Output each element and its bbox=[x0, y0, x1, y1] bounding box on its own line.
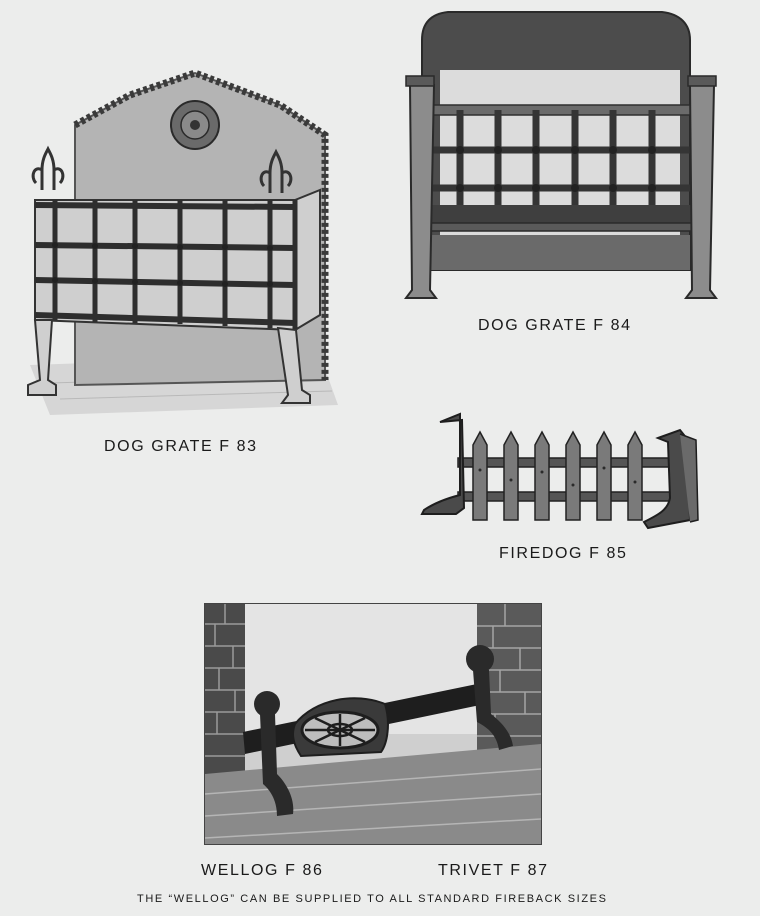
dog-grate-f83-caption: DOG GRATE F 83 bbox=[104, 438, 258, 455]
dog-grate-f84-illustration bbox=[400, 10, 725, 305]
trivet-f87-caption: TRIVET F 87 bbox=[438, 862, 549, 879]
wellog-footnote: THE “WELLOG” CAN BE SUPPLIED TO ALL STANDARD FIREBACK SIZES bbox=[137, 893, 608, 905]
firedog-f85-caption: FIREDOG F 85 bbox=[499, 545, 628, 562]
dog-grate-f83-illustration bbox=[20, 65, 340, 420]
wellog-trivet-photograph bbox=[204, 603, 542, 845]
dog-grate-f84-caption: DOG GRATE F 84 bbox=[478, 317, 632, 334]
wellog-f86-caption: WELLOG F 86 bbox=[201, 862, 324, 879]
firedog-f85-illustration bbox=[418, 410, 703, 540]
